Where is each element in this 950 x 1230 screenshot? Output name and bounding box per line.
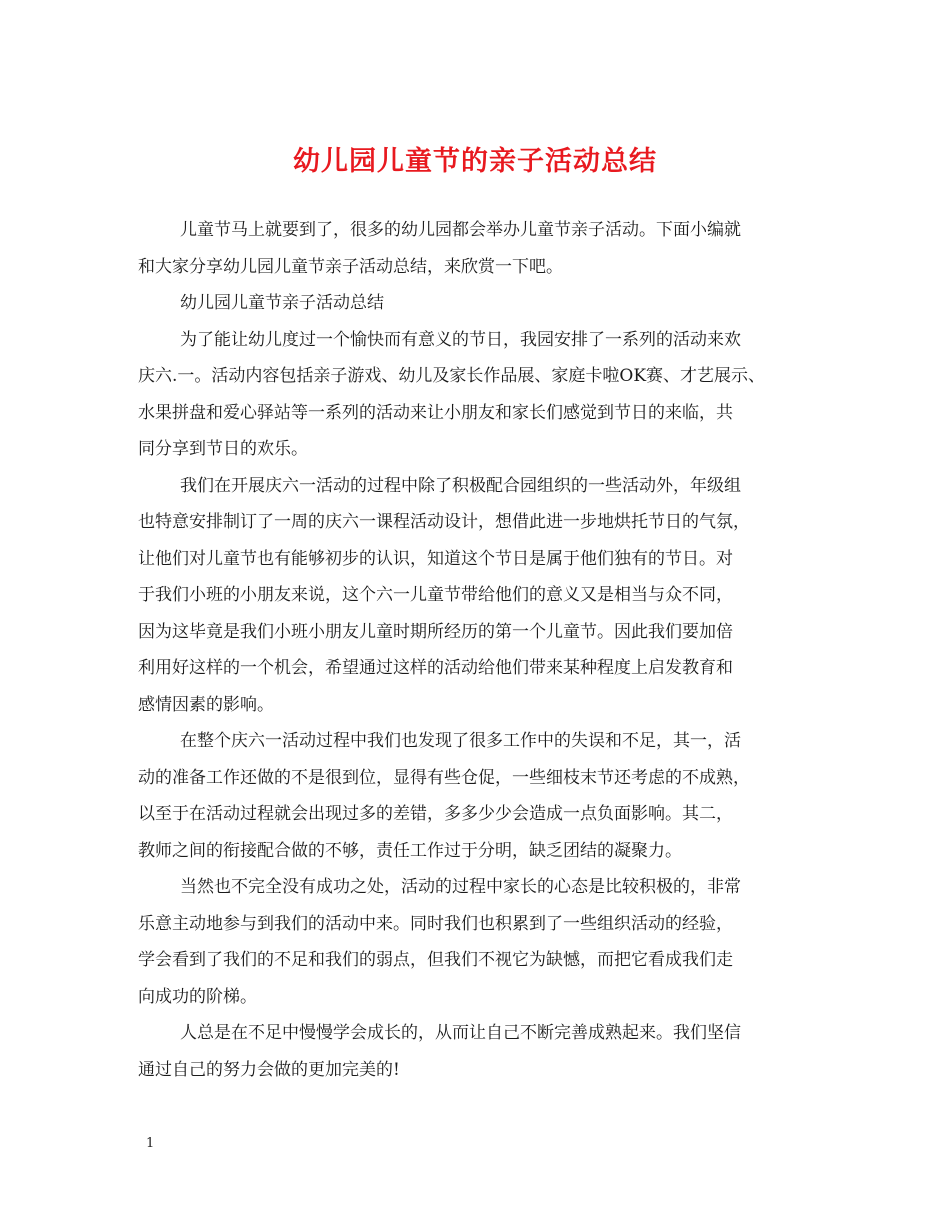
- text-line: 于我们小班的小朋友来说，这个六一儿童节带给他们的意义又是相当与众不同，: [138, 585, 733, 605]
- text-line: 也特意安排制订了一周的庆六一课程活动设计，想借此进一步地烘托节日的气氛，: [138, 512, 750, 532]
- text-line: 因为这毕竟是我们小班小朋友儿童时期所经历的第一个儿童节。因此我们要加倍: [138, 621, 733, 642]
- text-line: 当然也不完全没有成功之处，活动的过程中家长的心态是比较积极的，非常: [180, 877, 741, 897]
- text-line: 动的准备工作还做的不是很到位，显得有些仓促，一些细枝末节还考虑的不成熟，: [138, 767, 750, 788]
- text-line: 同分享到节日的欢乐。: [138, 439, 308, 459]
- text-line: 利用好这样的一个机会，希望通过这样的活动给他们带来某种程度上启发教育和: [138, 658, 733, 678]
- text-line: 在整个庆六一活动过程中我们也发现了很多工作中的失误和不足，其一，活: [180, 731, 741, 751]
- text-line: 教师之间的衔接配合做的不够，责任工作过于分明，缺乏团结的凝聚力。: [138, 840, 682, 861]
- text-line: 乐意主动地参与到我们的活动中来。同时我们也积累到了一些组织活动的经验，: [138, 913, 733, 934]
- document-body: [138, 212, 828, 1088]
- text-line: 以至于在活动过程就会出现过多的差错，多多少少会造成一点负面影响。其二，: [138, 804, 733, 824]
- text-line: 通过自己的努力会做的更加完美的!: [138, 1059, 400, 1080]
- text-line: 学会看到了我们的不足和我们的弱点，但我们不视它为缺憾，而把它看成我们走: [138, 950, 733, 970]
- text-line: 庆六.一。活动内容包括亲子游戏、幼儿及家长作品展、家庭卡啦OK赛、才艺展示、: [138, 366, 766, 386]
- text-line: 让他们对儿童节也有能够初步的认识，知道这个节日是属于他们独有的节日。对: [138, 548, 733, 569]
- text-line: 向成功的阶梯。: [138, 986, 257, 1007]
- text-line: 水果拼盘和爱心驿站等一系列的活动来让小朋友和家长们感觉到节日的来临，共: [138, 402, 733, 423]
- document-title: 幼儿园儿童节的亲子活动总结: [293, 146, 657, 177]
- page-number: 1: [146, 1136, 155, 1151]
- text-line: 和大家分享幼儿园儿童节亲子活动总结，来欣赏一下吧。: [138, 256, 563, 277]
- text-line: 为了能让幼儿度过一个愉快而有意义的节日，我园安排了一系列的活动来欢: [180, 329, 741, 350]
- text-line: 我们在开展庆六一活动的过程中除了积极配合园组织的一些活动外，年级组: [180, 475, 741, 496]
- text-line: 幼儿园儿童节亲子活动总结: [180, 293, 384, 313]
- text-line: 人总是在不足中慢慢学会成长的，从而让自己不断完善成熟起来。我们坚信: [180, 1023, 741, 1043]
- text-line: 感情因素的影响。: [138, 694, 274, 715]
- text-line: 儿童节马上就要到了，很多的幼儿园都会举办儿童节亲子活动。下面小编就: [180, 220, 741, 240]
